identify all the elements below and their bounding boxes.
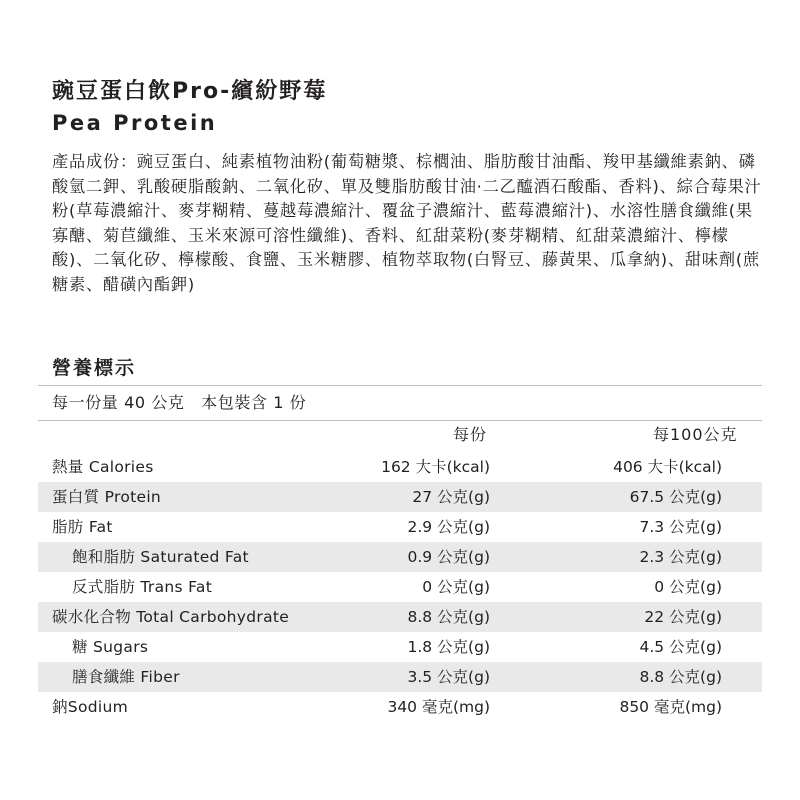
- value-per-100g: 7.3 公克(g): [639, 518, 722, 536]
- row-label: 碳水化合物 Total Carbohydrate: [52, 608, 290, 626]
- value-per-100g: 8.8 公克(g): [639, 668, 722, 686]
- value-per-serving: 27 公克(g): [412, 488, 490, 506]
- value-per-100g: 22 公克(g): [644, 608, 722, 626]
- nutrition-row-trans-fat: [38, 572, 762, 602]
- product-subtitle: Pea Protein: [52, 111, 218, 135]
- nutrition-row-saturated-fat: [38, 542, 762, 572]
- value-per-serving: 0.9 公克(g): [407, 548, 490, 566]
- value-per-serving: 1.8 公克(g): [407, 638, 490, 656]
- value-per-100g: 67.5 公克(g): [629, 488, 722, 506]
- nutrition-table: [38, 452, 762, 722]
- row-label: 蛋白質 Protein: [52, 488, 162, 506]
- row-label: 糖 Sugars: [72, 638, 149, 656]
- nutrition-row-carbohydrate: [38, 602, 762, 632]
- row-label: 膳食纖維 Fiber: [72, 668, 180, 686]
- serving-size: 每一份量 40 公克 本包裝含 1 份: [52, 393, 307, 412]
- value-per-serving: 340 毫克(mg): [387, 698, 490, 716]
- value-per-100g: 406 大卡(kcal): [613, 458, 722, 476]
- row-label: 飽和脂肪 Saturated Fat: [72, 548, 249, 566]
- value-per-100g: 2.3 公克(g): [639, 548, 722, 566]
- value-per-serving: 0 公克(g): [422, 578, 490, 596]
- divider: [38, 385, 762, 386]
- value-per-serving: 8.8 公克(g): [407, 608, 490, 626]
- value-per-100g: 850 毫克(mg): [619, 698, 722, 716]
- nutrition-heading: 營養標示: [52, 357, 137, 379]
- value-per-serving: 162 大卡(kcal): [381, 458, 490, 476]
- value-per-100g: 4.5 公克(g): [639, 638, 722, 656]
- column-header-per-serving: 每份: [453, 425, 488, 444]
- nutrition-row-sugars: [38, 632, 762, 662]
- product-title: 豌豆蛋白飲Pro-繽紛野莓: [52, 79, 328, 104]
- divider: [38, 420, 762, 421]
- row-label: 脂肪 Fat: [52, 518, 113, 536]
- column-header-per-100g: 每100公克: [653, 425, 738, 444]
- row-label: 反式脂肪 Trans Fat: [72, 578, 213, 596]
- nutrition-row-fat: [38, 512, 762, 542]
- nutrition-row-protein: [38, 482, 762, 512]
- nutrition-row-sodium: [38, 692, 762, 722]
- row-label: 鈉Sodium: [52, 698, 128, 716]
- nutrition-row-calories: [38, 452, 762, 482]
- row-label: 熱量 Calories: [52, 458, 154, 476]
- nutrition-row-fiber: [38, 662, 762, 692]
- value-per-100g: 0 公克(g): [654, 578, 722, 596]
- value-per-serving: 3.5 公克(g): [407, 668, 490, 686]
- ingredients-text: 產品成份：豌豆蛋白、純素植物油粉(葡萄糖漿、棕櫚油、脂肪酸甘油酯、羧甲基纖維素鈉、磷酸氫二鉀、乳酸硬脂酸鈉、二氧化矽、單及雙脂肪酸甘油·二乙醯酒石酸酯、香料)、綜合莓果汁粉(草莓濃縮汁、麥芽糊精、蔓越莓濃縮汁、覆盆子濃縮汁、藍莓濃縮汁)、水溶性膳食纖維(果寡醣、菊苣纖維、玉米來源可溶性纖維)、香料、紅甜菜粉(麥芽糊精、紅甜菜濃縮汁、檸檬酸)、二氧化矽、檸檬酸、食鹽、玉米糖膠、植物萃取物(白腎豆、藤黃果、瓜拿納)、甜味劑(蔗糖素、醋磺內酯鉀): [52, 152, 762, 294]
- value-per-serving: 2.9 公克(g): [407, 518, 490, 536]
